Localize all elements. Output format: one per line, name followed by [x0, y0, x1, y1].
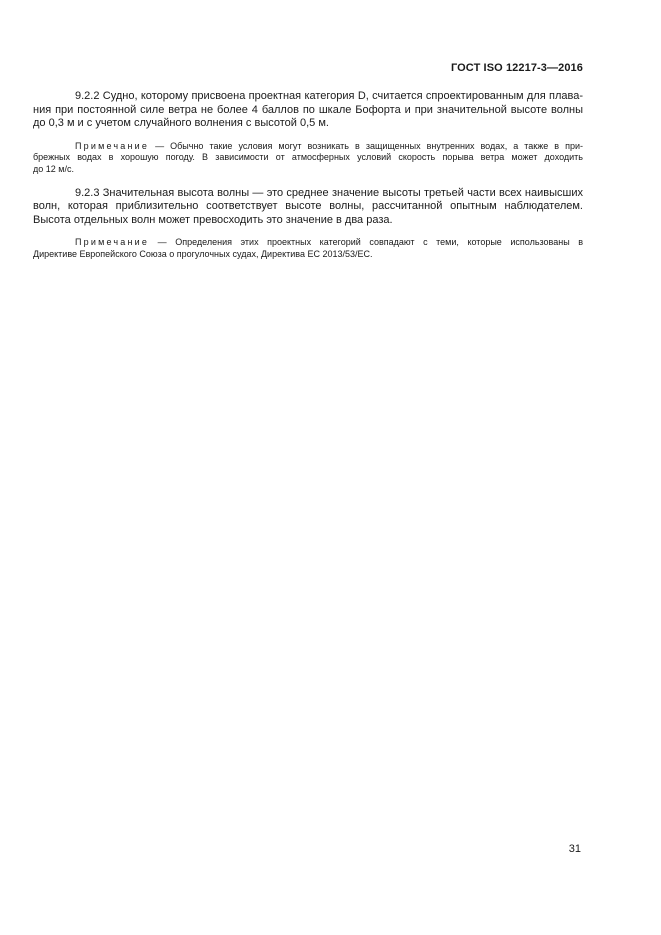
note-label: Примечание: [75, 140, 150, 151]
page-body: [33, 90, 583, 272]
paragraph-line: до 0,3 м и с учетом случайного волнения с высотой 0,5 м.: [33, 117, 329, 129]
note-2: [33, 237, 583, 261]
page-number: 31: [568, 843, 581, 855]
paragraph-line: Высота отдельных волн может превосходить это значение в два раза.: [33, 213, 393, 226]
note-line: Директиве Европейского Союза о прогулочных судах, Директива ЕС 2013/53/ЕС.: [33, 249, 373, 260]
note-label: Примечание: [75, 237, 150, 248]
paragraph-line: 9.2.3 Значительная высота волны — это среднее значение высоты третьей части всех наивысших: [75, 186, 583, 199]
paragraph-9-2-2: [33, 90, 583, 131]
paragraph-line: ния при постоянной силе ветра не более 4 баллов по шкале Бофорта и при значительной высоте волны: [33, 103, 583, 116]
note-1: [33, 141, 583, 176]
paragraph-line: волн, которая приблизительно соответствует высоте волны, рассчитанной опытным наблюдателем.: [33, 200, 583, 213]
note-line: брежных водах в хорошую погоду. В зависимости от атмосферных условий скорость порыва ветра может доходить: [33, 152, 583, 163]
standard-code-header: ГОСТ ISO 12217-3—2016: [450, 62, 583, 74]
note-text: — Обычно такие условия могут возникать в защищенных внутренних водах, а также в при-: [149, 140, 583, 151]
note-line: до 12 м/с.: [33, 164, 74, 175]
note-text: — Определения этих проектных категорий совпадают с теми, которые использованы в: [149, 237, 583, 248]
note-line: [33, 237, 583, 249]
paragraph-9-2-3: [33, 187, 583, 228]
paragraph-line: 9.2.2 Судно, которому присвоена проектная категория D, считается спроектированным для плава-: [75, 90, 583, 102]
note-line: [33, 141, 583, 153]
